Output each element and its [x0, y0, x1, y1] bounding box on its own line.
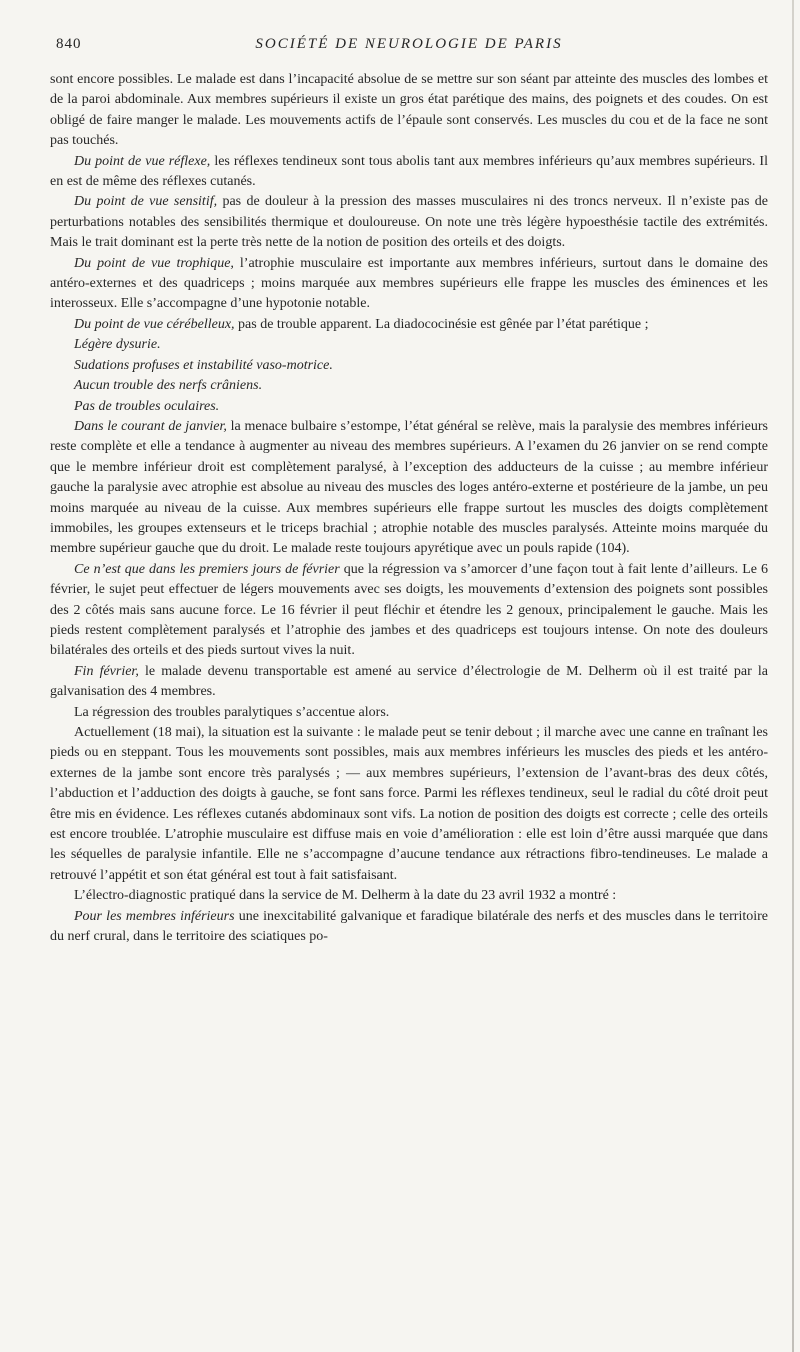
paragraph: Pas de troubles oculaires.	[74, 398, 220, 414]
page-edge	[792, 0, 794, 1352]
paragraph: Aucun trouble des nerfs crâniens.	[74, 378, 263, 394]
paragraph: Sudations profuses et instabilité vaso-motrice.	[74, 357, 333, 373]
paragraph: Légère dysurie.	[74, 337, 161, 353]
paragraph: Du point de vue sensitif, pas de douleur à la pression des masses musculaires ni des troncs nerveux. Il n’existe pas de perturbations notables des sensibilités thermique et douloureuse. On note une très légère hypoesthésie tactile des extrémités. Mais le trait dominant est la perte très nette de la notion de position des orteils et des doigts.	[50, 194, 768, 251]
document-page	[50, 36, 768, 947]
paragraph: Du point de vue réflexe, les réflexes tendineux sont tous abolis tant aux membres inférieurs qu’aux membres supérieurs. Il en est de même des réflexes cutanés.	[50, 153, 768, 190]
paragraph: Pour les membres inférieurs une inexcitabilité galvanique et faradique bilatérale des nerfs et des muscles dans le territoire du nerf crural, dans le territoire des sciatiques po-	[50, 908, 768, 945]
paragraph: Fin février, le malade devenu transportable est amené au service d’électrologie de M. Delherm où il est traité par la galvanisation des 4 membres.	[50, 663, 768, 700]
paragraph: Ce n’est que dans les premiers jours de février que la régression va s’amorcer d’une façon tout à fait lente d’ailleurs. Le 6 février, le sujet peut effectuer de légers mouvements avec ses doigts, les mouvements d’extension des poignets sont possibles des 2 côtés mais sans aucune force. Le 16 février il peut fléchir et étendre les 2 genoux, principalement le gauche. Mais les pieds restent complètement paralysés et l’atrophie des jambes et des quadriceps est toujours intense. On note des douleurs bilatérales des orteils et des pieds surtout vives la nuit.	[50, 561, 768, 659]
paragraph: sont encore possibles. Le malade est dans l’incapacité absolue de se mettre sur son séant par atteinte des muscles des lombes et de la paroi abdominale. Aux membres supérieurs il existe un gros état parétique des mains, des poignets et des coudes. On est obligé de faire manger le malade. Les mouvements actifs de l’épaule sont conservés. Les muscles du cou et de la face ne sont pas touchés.	[50, 72, 768, 149]
paragraph: Dans le courant de janvier, la menace bulbaire s’estompe, l’état général se relève, mais la paralysie des membres inférieurs reste complète et elle a tendance à augmenter au niveau des membres supérieurs. A l’examen du 26 janvier on se rend compte que le membre inférieur droit est complètement paralysé, à l’exception des adducteurs de la cuisse ; au membre inférieur gauche la paralysie avec atrophie est absolue au niveau des muscles des loges antéro-externe et postérieure de la jambe, un peu moins marquée au niveau de la cuisse. Aux membres supérieurs elle frappe surtout les muscles des doigts complètement immobiles, les groupes extenseurs et le triceps brachial ; atrophie notable des muscles paralysés. Atteinte moins marquée du membre supérieur gauche que du droit. Le malade reste toujours apyrétique avec un pouls rapide (104).	[50, 418, 768, 557]
paragraph: Du point de vue cérébelleux, pas de trouble apparent. La diadococinésie est gênée par l’état parétique ;	[74, 316, 649, 332]
page-header	[50, 36, 768, 66]
paragraph: Actuellement (18 mai), la situation est la suivante : le malade peut se tenir debout ; il marche avec une canne en traînant les pieds ou en steppant. Tous les mouvements sont possibles, mais aux membres inférieurs les muscles des pieds et les antéro-externes de la jambe sont encore très paralysés ; — aux membres supérieurs, l’extension de l’avant-bras des deux côtés, l’abduction et l’adduction des doigts à gauche, se font sans force. Parmi les réflexes tendineux, seul le radial du côté droit peut être mis en évidence. Les réflexes cutanés abdominaux sont vifs. La notion de position des doigts est correcte ; celle des orteils est encore troublée. L’atrophie musculaire est diffuse mais en voie d’amélioration : elle est loin d’être aussi marquée que dans les séquelles de paralysie infantile. Elle ne s’accompagne d’aucune tendance aux rétractions fibro-tendineuses. Le malade a retrouvé l’appétit et son état général est tout à fait satisfaisant.	[50, 725, 768, 883]
body-text	[50, 70, 768, 947]
paragraph: La régression des troubles paralytiques s’accentue alors.	[74, 704, 390, 720]
paragraph: Du point de vue trophique, l’atrophie musculaire est importante aux membres inférieurs, surtout dans le domaine des antéro-externes et des quadriceps ; moins marquée aux membres supérieurs elle frappe les muscles des éminences et les interosseux. Elle s’accompagne d’une hypotonie notable.	[50, 255, 768, 312]
paragraph: L’électro-diagnostic pratiqué dans la service de M. Delherm à la date du 23 avril 1932 a montré :	[74, 888, 617, 904]
page-number: 840	[56, 36, 82, 52]
running-title: SOCIÉTÉ DE NEUROLOGIE DE PARIS	[255, 36, 563, 52]
